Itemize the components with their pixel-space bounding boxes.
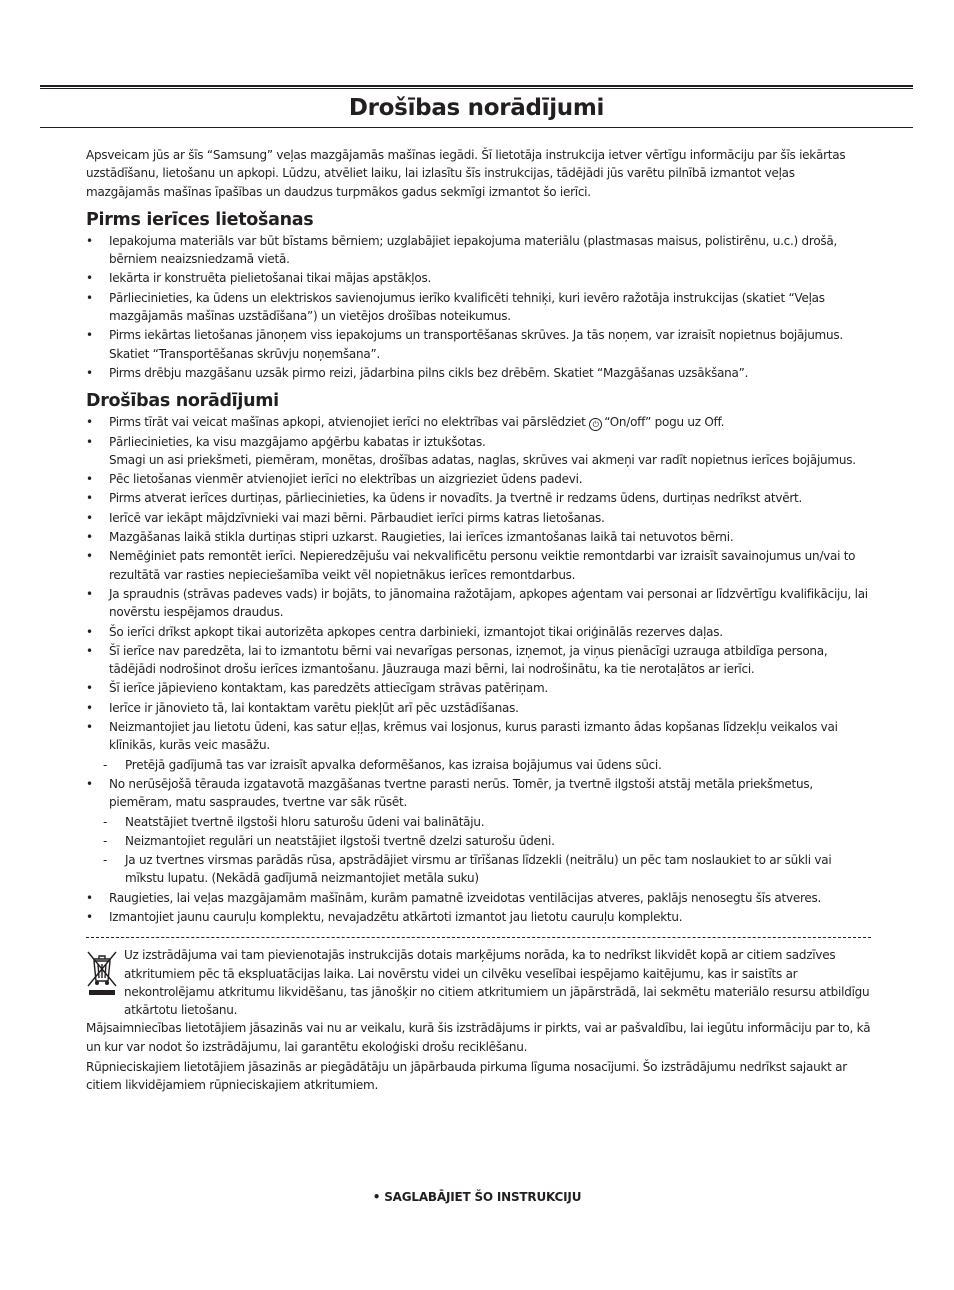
list-item: • Šo ierīci drīkst apkopt tikai autorizēta apkopes centra darbinieki, izmantojot tikai oriģinālās rezerves daļas.: [86, 623, 871, 641]
list-item: • Pirms atverat ierīces durtiņas, pārliecinieties, ka ūdens ir novadīts. Ja tvertnē ir redzams ūdens, durtiņas nedrīkst atvērt.: [86, 489, 871, 507]
list-item: • Pirms iekārtas lietošanas jānoņem viss iepakojums un transportēšanas skrūves. Ja tās noņem, var izraisīt nopietnus bojājumus. Skatiet “Transportēšanas skrūvju noņemšana”.: [86, 326, 871, 363]
list-item: • Mazgāšanas laikā stikla durtiņas stipri uzkarst. Raugieties, lai ierīces izmantošanas laikā tai netuvotos bērni.: [86, 528, 871, 546]
list-item: [86, 718, 871, 755]
safety-list-steel: [86, 775, 871, 812]
sub-list-item: - Neatstājiet tvertnē ilgstoši hloru saturošu ūdeni vai balinātāju.: [86, 813, 871, 831]
safety-list: [86, 413, 871, 754]
item-text: • Pārliecinieties, ka visu mazgājamo apģērbu kabatas ir iztukšotas.: [109, 434, 486, 449]
list-item: • Šī ierīce nav paredzēta, lai to izmantotu bērni vai nevarīgas personas, izņemot, ja viņus pienācīgi uzrauga atbildīga persona, tādējādi nodrošinot drošu ierīces izmantošanu. Jāuzrauga mazi bērni, lai nodrošinātu, ka tie nerotaļātos ar ierīci.: [86, 642, 871, 679]
list-item: [86, 413, 871, 431]
title-bottom-rule: [40, 127, 913, 128]
item-text: “On/off” pogu uz Off.: [604, 415, 725, 430]
list-item: • Iekārta ir konstruēta pielietošanai tikai mājas apstākļos.: [86, 269, 871, 287]
item-text: Smagi un asi priekšmeti, piemēram, monētas, drošības adatas, naglas, skrūves vai akmeņi var radīt nopietnus ierīces bojājumus.: [109, 452, 856, 467]
list-item: • Raugieties, lai veļas mazgājamām mašīnām, kurām pamatnē izveidotas ventilācijas atveres, paklājs nenosegtu šīs atveres.: [86, 889, 871, 907]
list-item: • Izmantojiet jaunu cauruļu komplektu, nevajadzētu atkārtoti izmantot jau lietotu cauruļu komplektu.: [86, 908, 871, 926]
oils-sublist: [86, 756, 871, 774]
steel-sublist: [86, 813, 871, 888]
weee-crossed-bin-icon: [86, 946, 124, 1003]
intro-paragraph: Apsveicam jūs ar šīs “Samsung” veļas mazgājamās mašīnas iegādi. Šī lietotāja instrukcija ietver vērtīgu informāciju par šīs iekārtas uzstādīšanu, lietošanu un apkopi. Lūdzu, atvēliet laiku, lai izlasītu šīs instrukcijas, tādējādi jūs varētu pilnībā izmantot veļas mazgājamās mašīnas īpašības un daudzus turpmākos gadus sekmīgi izmantot šo ierīci.: [86, 148, 846, 199]
list-item: • No nerūsējošā tērauda izgatavotā mazgāšanas tvertne parasti nerūs. Tomēr, ja tvertnē ilgstoši atstāj metāla priekšmetus, piemēram, matu saspraudes, tvertne var sāk rūsēt.: [86, 775, 871, 812]
sub-list-item: - Neizmantojiet regulāri un neatstājiet ilgstoši tvertnē dzelzi saturošu ūdeni.: [86, 832, 871, 850]
list-item: • Šī ierīce jāpievieno kontaktam, kas paredzēts attiecīgam strāvas patēriņam.: [86, 679, 871, 697]
page-title: Drošības norādījumi: [348, 95, 605, 121]
item-text: Pirms tīrāt vai veicat mašīnas apkopi, atvienojiet ierīci no elektrības vai pārslēdziet: [109, 415, 586, 430]
list-item: [86, 433, 871, 470]
list-item: • Pirms drēbju mazgāšanu uzsāk pirmo reizi, jādarbina pilns cikls bez drēbēm. Skatiet “Mazgāšanas uzsākšana”.: [86, 364, 871, 382]
sub-list-item: - Ja uz tvertnes virsmas parādās rūsa, apstrādājiet virsmu ar tīrīšanas līdzekli (neitrālu) un pēc tam noslaukiet to ar sūkli vai mīkstu lupatu. (Nekādā gadījumā neizmantojiet metāla suku): [86, 851, 871, 888]
list-item: • Nemēģiniet pats remontēt ierīci. Nepieredzējušu vai nekvalificētu personu veiktie remontdarbi var izraisīt savainojumus un/vai to rezultātā var rasties nepieciešamība veikt vēl nopietnākus ierīces remontdarbus.: [86, 547, 871, 584]
sub-list-item: - Pretējā gadījumā tas var izraisīt apvalka deformēšanos, kas izraisa bojājumus vai ūdens sūci.: [86, 756, 871, 774]
list-item: • Ierīcē var iekāpt mājdzīvnieki vai mazi bērni. Pārbaudiet ierīci pirms katras lietošanas.: [86, 509, 871, 527]
list-item: • Pēc lietošanas vienmēr atvienojiet ierīci no elektrības un aizgrieziet ūdens padevi.: [86, 470, 871, 488]
before-use-heading: Pirms ierīces lietošanas: [86, 209, 314, 230]
title-top-rule: [40, 85, 913, 89]
dashed-separator: [86, 937, 871, 938]
list-item: • Pārliecinieties, ka ūdens un elektriskos savienojumus ierīko kvalificēti tehniķi, kuri ievēro ražotāja instrukcijas (skatiet “Veļas mazgājamās mašīnas uzstādīšana”) un vietējos drošības noteikumus.: [86, 289, 871, 326]
item-text: Neizmantojiet jau lietotu ūdeni, kas satur eļļas, krēmus vai losjonus, kurus parasti izmanto ādas kopšanas līdzekļu veikalos vai klīnikās, kurās veic masāžu.: [109, 720, 838, 753]
households-paragraph: Mājsaimniecības lietotājiem jāsazinās vai nu ar veikalu, kurā šis izstrādājums ir pirkts, vai ar pašvaldību, lai iegūtu informāciju par to, kā un kur var nodot šo izstrādājumu, lai garantētu ekoloģiski drošu reciklēšanu.: [86, 1021, 871, 1054]
business-paragraph: Rūpnieciskajiem lietotājiem jāsazinās ar piegādātāju un jāpārbauda pirkuma līguma nosacījumi. Šo izstrādājumu nedrīkst sajaukt ar citiem likvidējamiem rūpnieciskajiem atkritumiem.: [86, 1060, 847, 1093]
safety-list-end: [86, 889, 871, 927]
before-use-list: [86, 232, 871, 382]
list-item: • Ja spraudnis (strāvas padeves vads) ir bojāts, to jānomaina ražotājam, apkopes aģentam vai personai ar līdzvērtīgu kvalifikāciju, lai novērstu iespējamos draudus.: [86, 585, 871, 622]
disposal-text: Uz izstrādājuma vai tam pievienotajās instrukcijās dotais marķējums norāda, ka to nedrīkst likvidēt kopā ar citiem sadzīves atkritumiem pēc tā ekspluatācijas laika. Lai novērstu videi un cilvēku veselībai iespējamo kaitējumu, kas ir saistīts ar nekontrolējamu atkritumu likvidēšanu, tas jānošķir no citiem atkritumiem un jāpārstrādā, lai sekmētu materiālo resursu atbildīgu atkārtotu lietošanu.: [124, 948, 870, 1018]
footer-note: • SAGLABĀJIET ŠO INSTRUKCIJU: [372, 1190, 582, 1204]
disposal-notice: [86, 946, 871, 1019]
list-item: • Iepakojuma materiāls var būt bīstams bērniem; uzglabājiet iepakojuma materiālu (plastmasas maisus, polistirēnu, u.c.) drošā, bērniem neaizsniedzamā vietā.: [86, 232, 871, 269]
list-item: • Ierīce ir jānovieto tā, lai kontaktam varētu piekļūt arī pēc uzstādīšanas.: [86, 699, 871, 717]
content: [86, 146, 871, 1097]
safety-heading: Drošības norādījumi: [86, 391, 279, 412]
power-icon: ⏻: [589, 418, 602, 431]
